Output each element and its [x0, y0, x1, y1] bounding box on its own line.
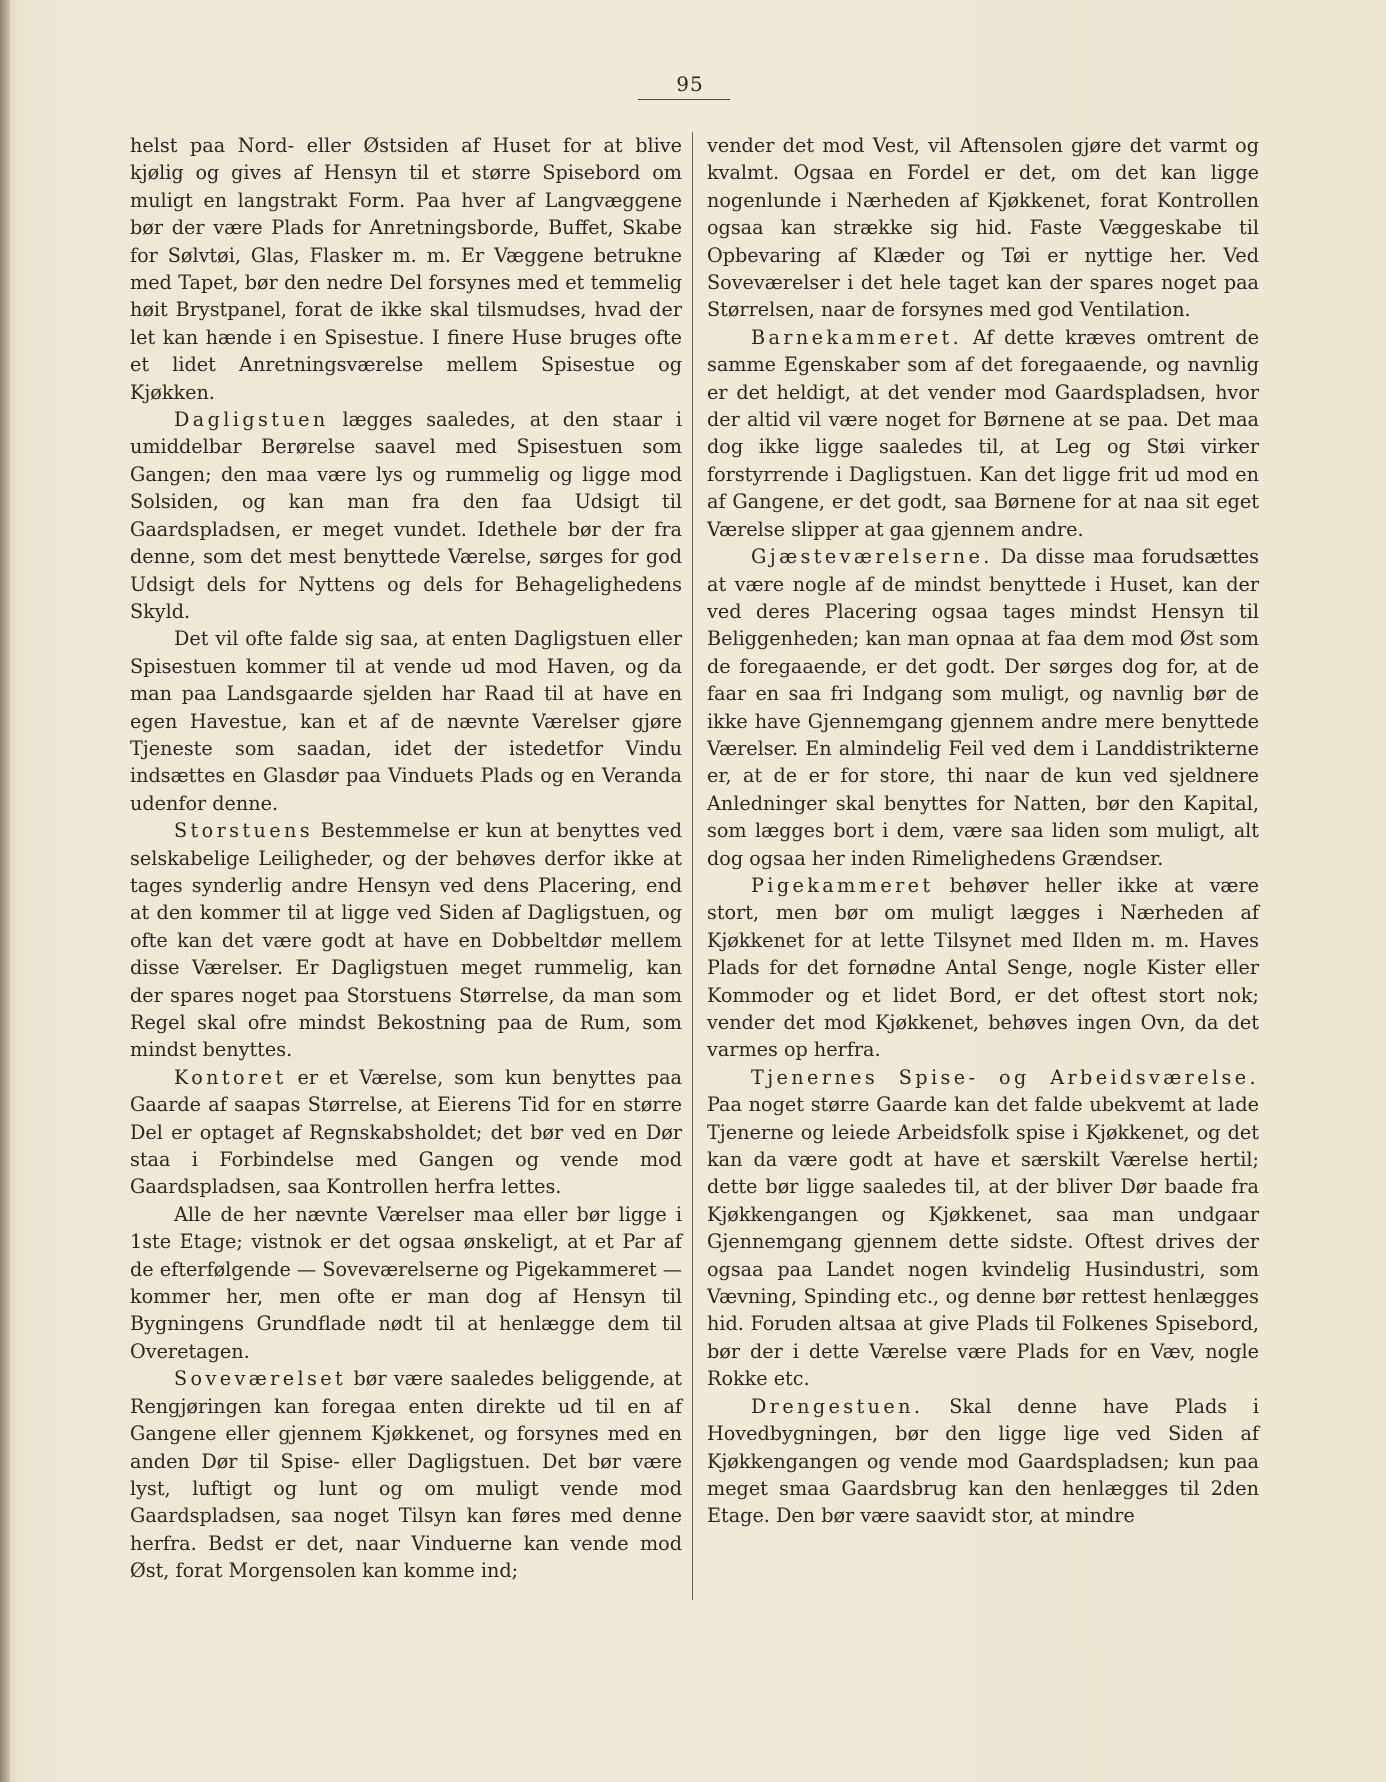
paragraph-text: Af dette kræves omtrent de samme Egenskaber som af det foregaaende, og navnlig er det heldigt, at det vender mod Gaardspladsen, hvor der altid vil være noget for Børnene at se paa. Det maa dog ikke ligge saaledes til, at Leg og Støi virker forstyrrende i Dagligstuen. Kan det ligge frit ud mod en af Gangene, er det godt, saa Børnene for at naa sit eget Værelse slipper at gaa gjennem andre. — [707, 325, 1259, 541]
paragraph — [707, 1064, 1259, 1393]
paragraph-text: Da disse maa forudsættes at være nogle af de mindst benyttede i Huset, kan der ved deres Placering ogsaa tages mindst Hensyn til Beliggenheden; kan man opnaa at faa dem mod Øst som de foregaaende, er det godt. Der sørges dog for, at de faar en saa fri Indgang som muligt, og navnlig bør de ikke have Gjennemgang gjennem andre mere benyttede Værelser. En almindelig Feil ved dem i Landdistrikterne er, at de er for store, thi naar de kun ved sjeldnere Anledninger skal benyttes for Natten, bør den Kapital, som lægges bort i dem, være saa liden som muligt, alt dog ogsaa her inden Rimelighedens Grændser. — [707, 545, 1259, 870]
page-number: 95 — [676, 72, 704, 96]
page-number-rule — [638, 99, 730, 100]
paragraph-text: Skal denne have Plads i Hovedbygningen, bør den ligge lige ved Siden af Kjøkkengangen og vende mod Gaardspladsen; kun paa meget smaa Gaardsbrug kan den henlægges til 2den Etage. Den bør være saavidt stor, at mindre — [707, 1394, 1259, 1528]
paragraph-lead: Gjæsteværelserne. — [751, 545, 993, 569]
paragraph-text: Paa noget større Gaarde kan det falde ubekvemt at lade Tjenerne og leiede Arbeidsfolk spise i Kjøkkenet, og det kan da være godt at have et særskilt Værelse hertil; dette bør ligge saaledes til, at der bliver Dør baade fra Kjøkkengangen og Kjøkkenet, saa man undgaar Gjennemgang gjennem dette sidste. Oftest drives der ogsaa paa Landet nogen kvindelig Husindustri, som Vævning, Spinding etc., og denne bør rettest henlægges hid. Foruden altsaa at give Plads til Folkenes Spisebord, bør der i dette Værelse være Plads for en Væv, nogle Rokke etc. — [707, 1093, 1259, 1391]
paragraph-lead: Kontoret — [174, 1065, 287, 1089]
paragraph-lead: Drengestuen. — [751, 1394, 924, 1418]
paragraph-lead: Pigekammeret — [751, 873, 934, 897]
paragraph-text: Det vil ofte falde sig saa, at enten Dagligstuen eller Spisestuen kommer til at vende ud mod Haven, og da man paa Landsgaarde sjelden har Raad til at have en egen Havestue, kan et af de nævnte Værelser gjøre Tjeneste som saadan, idet der istedetfor Vindu indsættes en Glasdør paa Vinduets Plads og en Veranda udenfor denne. — [130, 627, 682, 815]
paragraph-text: behøver heller ikke at være stort, men bør om muligt lægges i Nærheden af Kjøkkenet for at lette Tilsynet med Ilden m. m. Haves Plads for det fornødne Antal Senge, nogle Kister eller Kommoder og et lidet Bord, er det oftest stort nok; vender det mod Kjøkkenet, behøves ingen Ovn, da det varmes op herfra. — [707, 873, 1259, 1062]
paragraph — [130, 406, 682, 625]
paragraph — [130, 1365, 682, 1584]
paragraph — [130, 132, 682, 406]
left-text-column — [130, 132, 682, 1585]
paragraph — [130, 625, 682, 817]
paragraph — [130, 1064, 682, 1201]
paragraph-text: er et Værelse, som kun benyttes paa Gaarde af saapas Størrelse, at Eierens Tid for en større Del er optaget af Regnskabsholdet; det bør ved en Dør staa i Forbindelse med Gangen og vende mod Gaardspladsen, saa Kontrollen herfra lettes. — [130, 1065, 682, 1199]
paragraph-lead: Dagligstuen — [174, 408, 329, 432]
paragraph — [130, 1201, 682, 1365]
paragraph-text: helst paa Nord- eller Østsiden af Huset for at blive kjølig og gives af Hensyn til et større Spisebord om muligt en langstrakt Form. Paa hver af Langvæggene bør der være Plads for Anretningsborde, Buffet, Skabe for Sølvtøi, Glas, Flasker m. m. Er Væggene betrukne med Tapet, bør den nedre Del forsynes med et temmelig høit Brystpanel, forat de ikke skal tilsmudses, hvad der let kan hænde i en Spisestue. I finere Huse bruges ofte et lidet Anretningsværelse mellem Spisestue og Kjøkken. — [130, 134, 682, 404]
paragraph-lead: Storstuens — [174, 819, 314, 843]
paragraph-lead: Barnekammeret. — [751, 325, 963, 349]
page-spine-shadow — [0, 0, 10, 1782]
paragraph-text: vender det mod Vest, vil Aftensolen gjøre det varmt og kvalmt. Ogsaa en Fordel er det, om det kan ligge nogenlunde i Nærheden af Kjøkkenet, forat Kontrollen ogsaa kan strække sig hid. Faste Væggeskabe til Opbevaring af Klæder og Tøi er nyttige her. Ved Soveværelser i det hele taget kan der spares noget paa Størrelsen, naar de forsynes med god Ventilation. — [707, 134, 1259, 322]
right-text-column — [707, 132, 1259, 1530]
paragraph — [707, 872, 1259, 1064]
paragraph-lead: Tjenernes Spise- og Arbeidsværelse. — [751, 1065, 1259, 1089]
paragraph-text: bør være saaledes beliggende, at Rengjøringen kan foregaa enten direkte ud til en af Gangene eller gjennem Kjøkkenet, og forsynes med en anden Dør til Spise- eller Dagligstuen. Det bør være lyst, luftigt og lunt og om muligt vende mod Gaardspladsen, saa noget Tilsyn kan føres med denne herfra. Bedst er det, naar Vinduerne kan vende mod Øst, forat Morgensolen kan komme ind; — [130, 1367, 682, 1583]
paragraph — [707, 132, 1259, 324]
paragraph-text: Alle de her nævnte Værelser maa eller bør ligge i 1ste Etage; vistnok er det ogsaa ønskeligt, at et Par af de efterfølgende — Soveværelserne og Pigekammeret — kommer her, men ofte er man dog af Hensyn til Bygningens Grundflade nødt til at henlægge dem til Overetagen. — [130, 1202, 682, 1363]
paragraph — [130, 817, 682, 1064]
column-divider — [692, 132, 693, 1600]
paragraph-lead: Soveværelset — [174, 1367, 347, 1391]
paragraph — [707, 543, 1259, 872]
paragraph — [707, 1393, 1259, 1530]
paragraph — [707, 324, 1259, 543]
paragraph-text: Bestemmelse er kun at benyttes ved selskabelige Leiligheder, og der behøves derfor ikke at tages synderlig andre Hensyn ved dens Placering, end at den kommer til at ligge ved Siden af Dagligstuen, og ofte kan det være godt at have en Dobbeltdør mellem disse Værelser. Er Dagligstuen meget rummelig, kan der spares noget paa Storstuens Størrelse, da man som Regel skal ofre mindst Bekostning paa de Rum, som mindst benyttes. — [130, 819, 682, 1062]
paragraph-text: lægges saaledes, at den staar i umiddelbar Berørelse saavel med Spisestuen som Gangen; den maa være lys og rummelig og ligge mod Solsiden, og kan man fra den faa Udsigt til Gaardspladsen, er meget vundet. Idethele bør der fra denne, som det mest benyttede Værelse, sørges for god Udsigt dels for Nyttens og dels for Behagelighedens Skyld. — [130, 408, 682, 623]
